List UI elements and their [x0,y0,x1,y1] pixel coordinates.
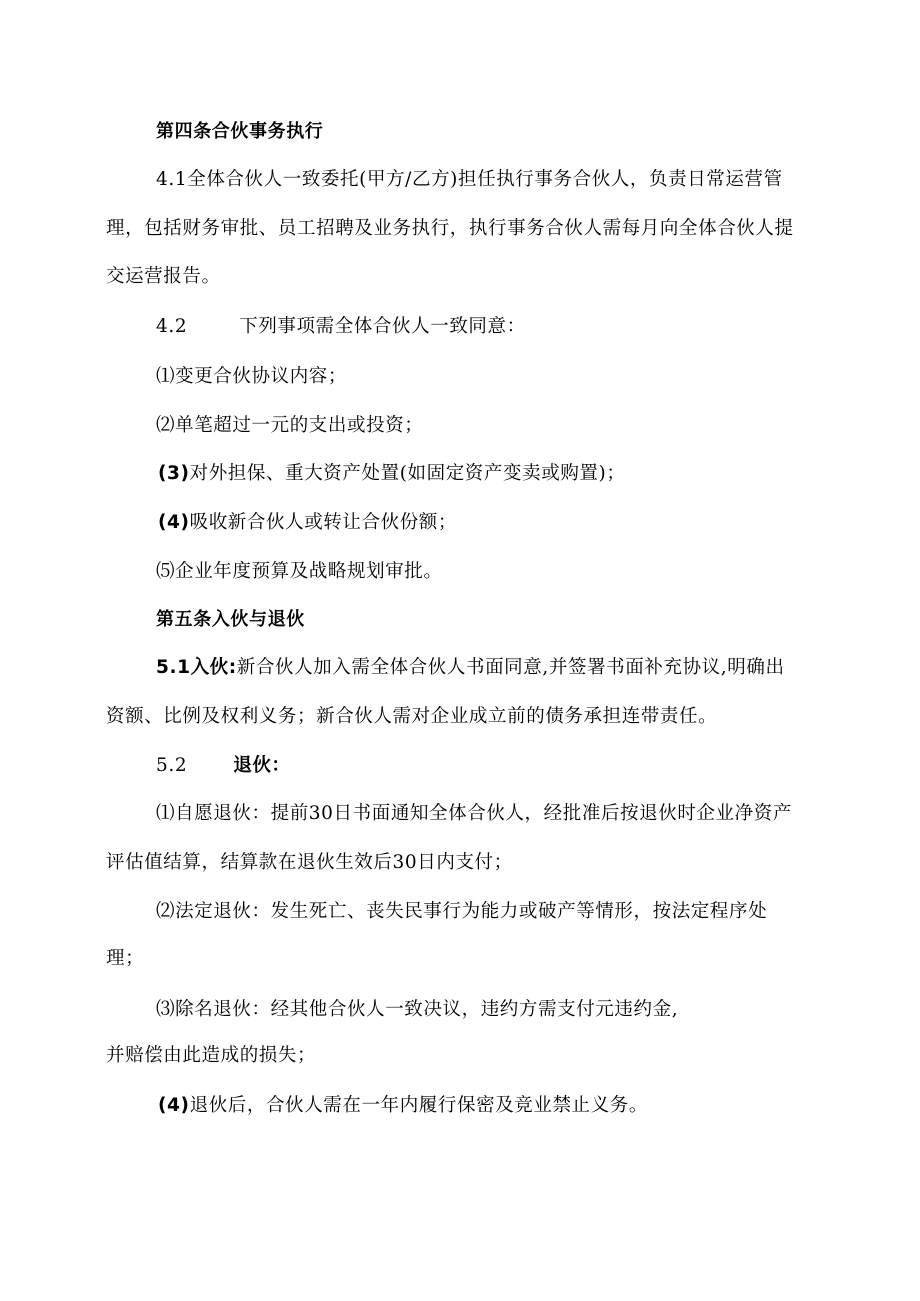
p41-line3: 交运营报告。 [106,266,221,287]
p42-text: 下列事项需全体合伙人一致同意： [239,316,526,337]
p42-number: 4.2 [156,316,188,337]
p42 [156,314,526,340]
list-item [156,364,347,390]
item-text: 变更合伙协议内容； [175,366,348,387]
item-marker: (3) [158,463,190,484]
item-text: 除名退伙：经其他合伙人一致决议，违约方需支付元违约金, [175,999,679,1020]
item-text: 吸收新合伙人或转让合伙份额； [189,512,457,533]
p41-line2: 理，包括财务审批、员工招聘及业务执行，执行事务合伙人需每月向全体合伙人提 [106,218,794,239]
p51-text: 新合伙人加入需全体合伙人书面同意,并签署书面补充协议,明确出 [236,657,785,678]
item-text: 法定退伙：发生死亡、丧失民事行为能力或破产等情形，按法定程序处 [175,901,768,922]
list-item [158,510,457,536]
list-item-continuation: 并赔偿由此造成的损失； [106,1045,317,1066]
item-marker: ⑸ [156,561,176,582]
article4-heading: 第四条合伙事务执行 [156,121,324,142]
item-marker: ⑵ [156,415,176,436]
p52-number: 5.2 [156,755,188,776]
list-item [156,899,767,925]
p52-label: 退伙： [233,755,291,776]
item-text: 企业年度预算及战略规划审批。 [175,561,443,582]
p52 [156,753,291,779]
item-marker: ⑵ [156,901,176,922]
p51-line1 [156,655,785,681]
list-item [156,997,678,1023]
item-marker: (4) [158,512,190,533]
article5-heading: 第五条入伙与退伙 [156,609,305,630]
item-text: 自愿退伙：提前30日书面通知全体合伙人，经批准后按退伙时企业净资产 [175,803,792,824]
item-marker: ⑴ [156,366,176,387]
item-marker: ⑴ [156,803,176,824]
list-item [158,1093,648,1119]
item-text: 对外担保、重大资产处置(如固定资产变卖或购置)； [189,463,626,484]
list-item [156,559,443,585]
item-text: 退伙后，合伙人需在一年内履行保密及竞业禁止义务。 [189,1095,648,1116]
list-item-continuation: 评估值结算，结算款在退伙生效后30日内支付； [106,852,513,873]
p51-line2: 资额、比例及权利义务；新合伙人需对企业成立前的债务承担连带责任。 [106,706,718,727]
list-item [156,801,792,827]
item-marker: ⑶ [156,999,176,1020]
item-text: 单笔超过一元的支出或投资； [175,415,424,436]
p51-label: 5.1入伙: [156,657,237,678]
list-item [158,461,625,487]
list-item-continuation: 理； [106,948,145,969]
list-item [156,413,423,439]
item-marker: (4) [158,1095,190,1116]
p41-line1: 4.1全体合伙人一致委托(甲方/乙方)担任执行事务合伙人，负责日常运营管 [156,169,783,190]
